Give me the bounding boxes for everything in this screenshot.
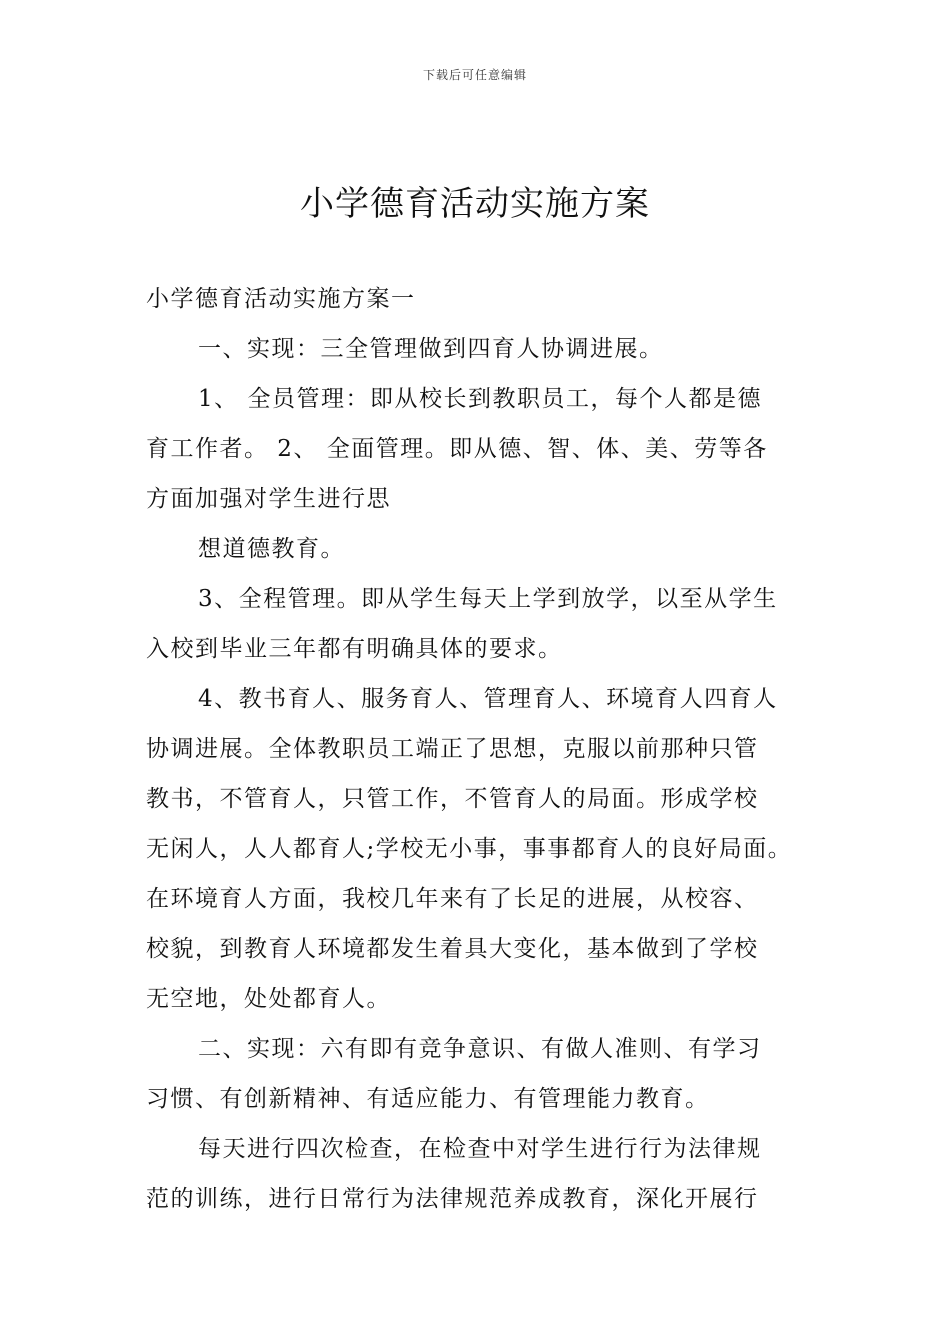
text-line: 无空地，处处都育人。	[146, 986, 391, 1012]
text-line: 想道德教育。	[198, 536, 345, 562]
text-line: 小学德育活动实施方案一	[146, 286, 416, 312]
text-line: 在环境育人方面，我校几年来有了长足的进展，从校容、	[146, 886, 759, 912]
text-line: 教书，不管育人，只管工作，不管育人的局面。形成学校	[146, 786, 759, 812]
text-line: 无闲人，人人都育人;学校无小事，事事都育人的良好局面。	[146, 836, 793, 862]
header-note: 下载后可任意编辑	[422, 68, 527, 82]
text-line: 范的训练，进行日常行为法律规范养成教育，深化开展行	[146, 1186, 759, 1212]
text-line: 一、实现：三全管理做到四育人协调进展。	[198, 336, 664, 362]
text-line: 协调进展。全体教职员工端正了思想，克服以前那种只管	[146, 736, 759, 762]
text-line: 二、实现：六有即有竞争意识、有做人准则、有学习	[198, 1036, 762, 1062]
text-line: 3、全程管理。即从学生每天上学到放学，以至从学生	[198, 586, 778, 612]
document-body	[146, 274, 816, 1224]
text-line: 4、教书育人、服务育人、管理育人、环境育人四育人	[198, 686, 778, 712]
page-title: 小学德育活动实施方案	[300, 184, 650, 224]
text-line: 入校到毕业三年都有明确具体的要求。	[146, 636, 563, 662]
text-line: 方面加强对学生进行思	[146, 486, 391, 512]
text-line: 习惯、有创新精神、有适应能力、有管理能力教育。	[146, 1086, 710, 1112]
text-line: 每天进行四次检查，在检查中对学生进行行为法律规	[198, 1136, 762, 1162]
text-line: 校貌，到教育人环境都发生着具大变化，基本做到了学校	[146, 936, 759, 962]
text-line: 育工作者。 2、 全面管理。即从德、智、体、美、劳等各	[146, 436, 768, 462]
text-line: 1、 全员管理：即从校长到教职员工，每个人都是德	[198, 386, 762, 412]
